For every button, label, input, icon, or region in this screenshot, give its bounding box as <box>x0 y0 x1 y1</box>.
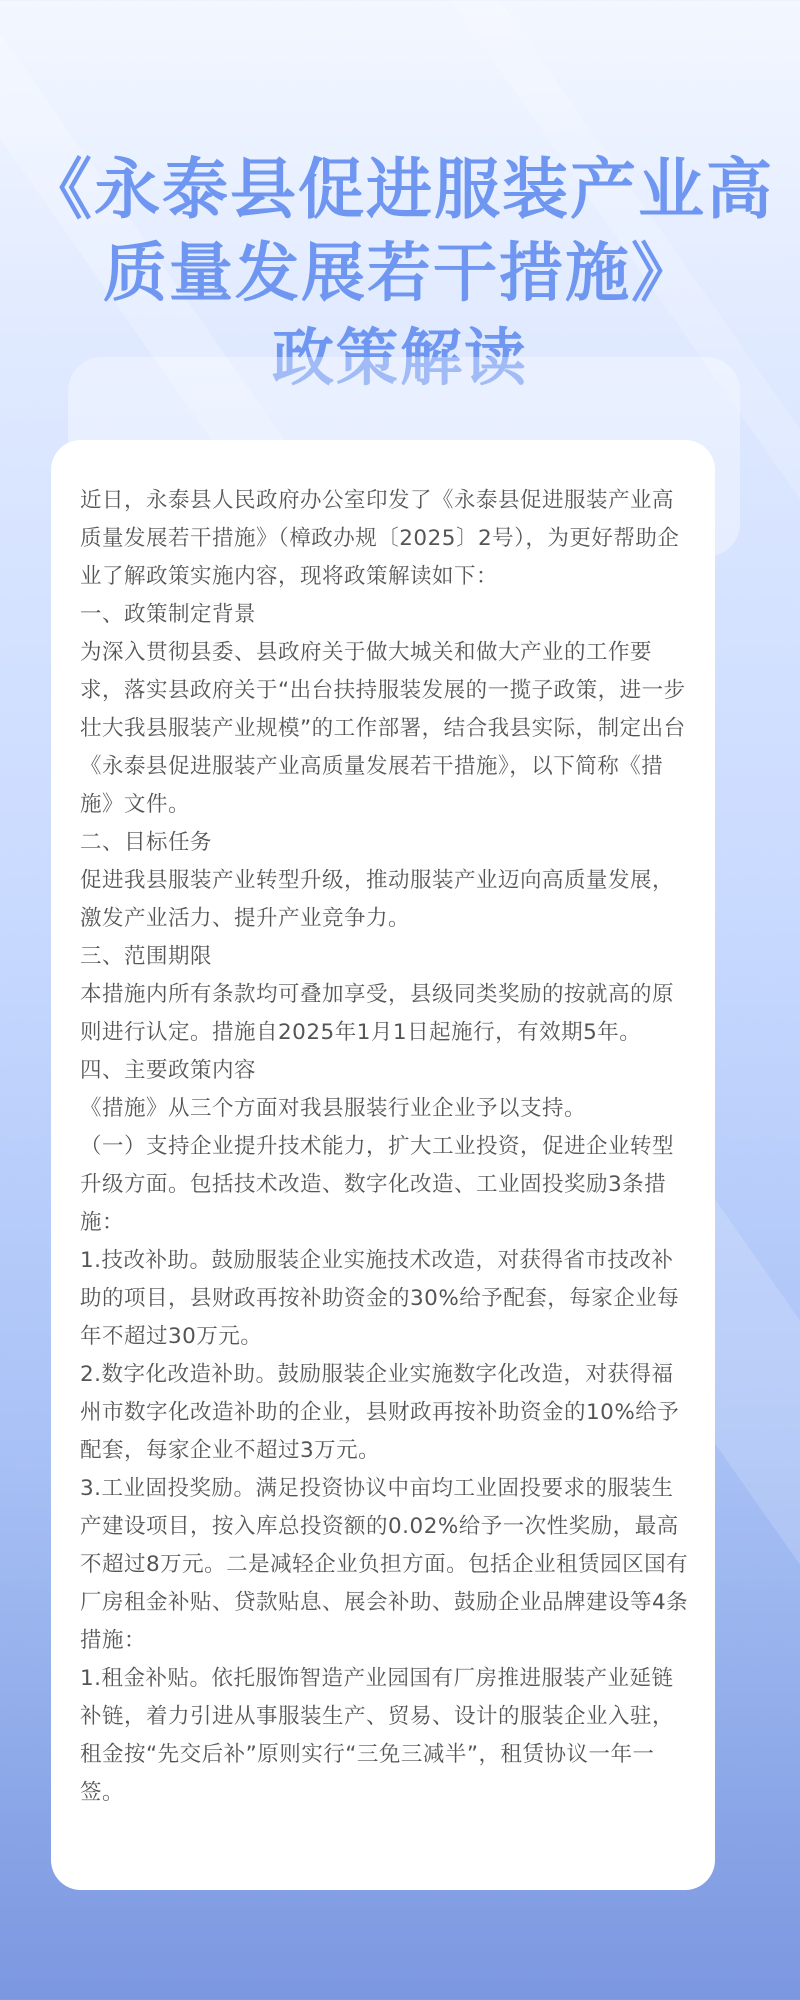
body-paragraph: 本措施内所有条款均可叠加享受，县级同类奖励的按就高的原则进行认定。措施自2025年1月1日起施行，有效期5年。 <box>80 982 675 1045</box>
section-heading: 一、政策制定背景 <box>80 602 257 627</box>
title-line-3: 政策解读 <box>271 321 528 394</box>
body-paragraph: 为深入贯彻县委、县政府关于做大城关和做大产业的工作要求，落实县政府关于“出台扶持服装发展的一揽子政策，进一步壮大我县服装产业规模”的工作部署，结合我县实际，制定出台《永泰县促进服装产业高质量发展若干措施》，以下简称《措施》文件。 <box>80 640 686 817</box>
list-item: 1.租金补贴。依托服饰智造产业园国有厂房推进服装产业延链补链，着力引进从事服装生产、贸易、设计的服装企业入驻，租金按“先交后补”原则实行“三免三减半”，租赁协议一年一签。 <box>80 1666 675 1805</box>
section-heading: 二、目标任务 <box>80 830 213 855</box>
title-line-1: 《永泰县促进服装产业高 <box>26 151 774 228</box>
title-line-2: 质量发展若干措施》 <box>103 237 697 311</box>
body-paragraph: 促进我县服装产业转型升级，推动服装产业迈向高质量发展，激发产业活力、提升产业竞争力。 <box>80 868 675 931</box>
body-paragraph: 《措施》从三个方面对我县服装行业企业予以支持。 <box>80 1096 587 1121</box>
section-heading: 三、范围期限 <box>80 944 213 969</box>
body-paragraph: （一）支持企业提升技术能力，扩大工业投资，促进企业转型升级方面。包括技术改造、数字化改造、工业固投奖励3条措施： <box>80 1134 675 1235</box>
section-heading: 四、主要政策内容 <box>80 1058 257 1083</box>
list-item: 1.技改补助。鼓励服装企业实施技术改造，对获得省市技改补助的项目，县财政再按补助资金的30%给予配套，每家企业每年不超过30万元。 <box>80 1248 680 1349</box>
list-item: 2.数字化改造补助。鼓励服装企业实施数字化改造，对获得福州市数字化改造补助的企业，县财政再按补助资金的10%给予配套，每家企业不超过3万元。 <box>80 1362 680 1463</box>
body-paragraph: 近日，永泰县人民政府办公室印发了《永泰县促进服装产业高质量发展若干措施》（樟政办规〔2025〕2号），为更好帮助企业了解政策实施内容，现将政策解读如下： <box>80 488 680 589</box>
content-card <box>51 440 715 1890</box>
list-item: 3.工业固投奖励。满足投资协议中亩均工业固投要求的服装生产建设项目，按入库总投资额的0.02%给予一次性奖励，最高不超过8万元。二是减轻企业负担方面。包括企业租赁园区国有厂房租金补贴、贷款贴息、展会补助、鼓励企业品牌建设等4条措施： <box>80 1476 689 1653</box>
